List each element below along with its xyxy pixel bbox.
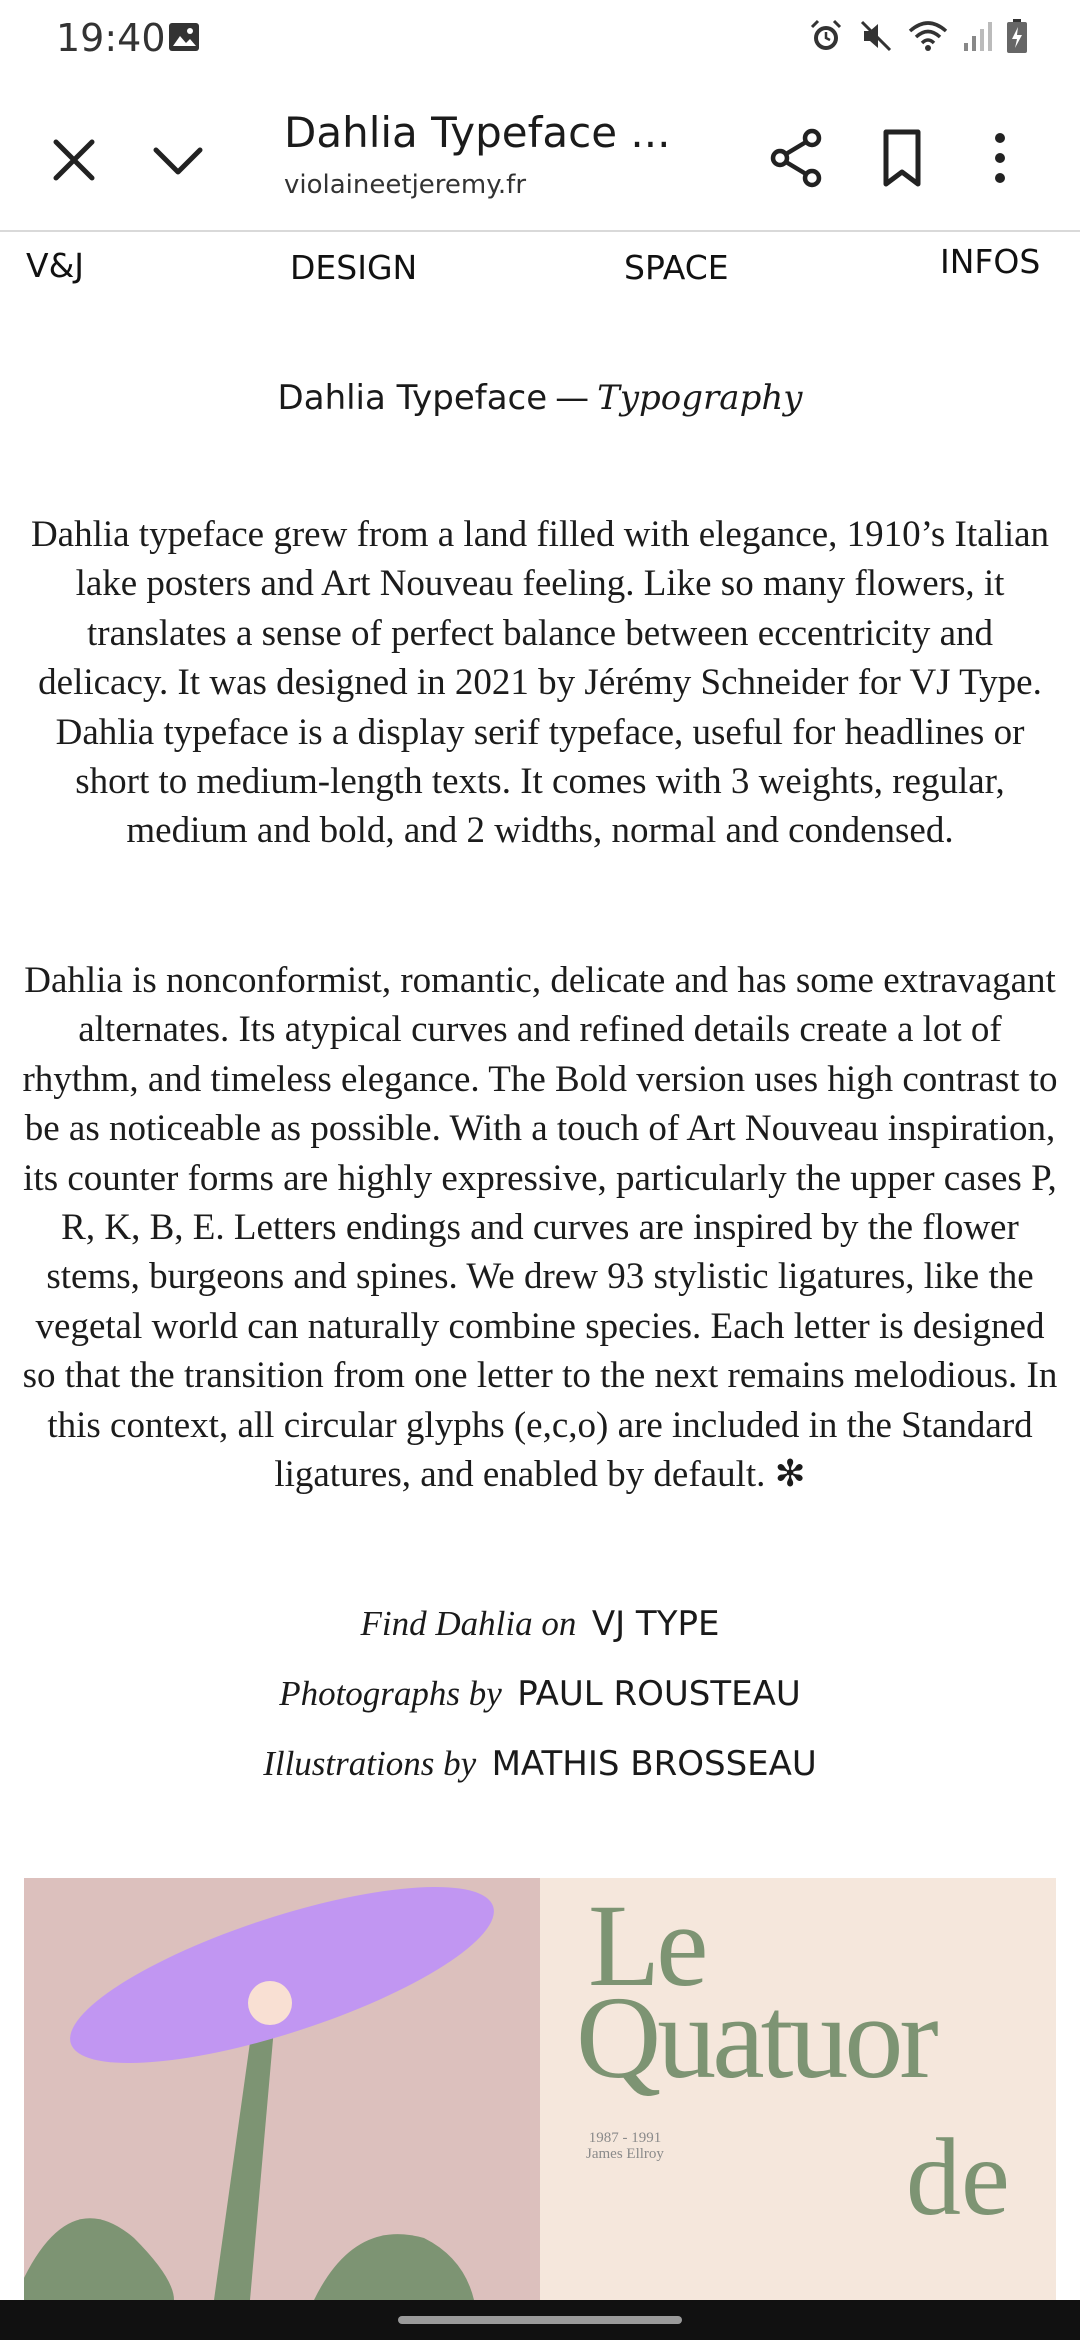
credit-label: Find Dahlia on <box>360 1604 577 1643</box>
article-heading <box>0 378 1080 418</box>
article-paragraph: Dahlia typeface grew from a land filled with elegance, 1910’s Italian lake posters and Art Nouveau feeling. Like so many flowers, it translates a sense of perfect balance between eccentricity and delicacy. It was designed in 2021 by Jérémy Schneider for VJ Type. Dahlia typeface is a display serif typeface, useful for headlines or short to medium-length texts. It comes with 3 weights, regular, medium and bold, and 2 widths, normal and condensed. <box>30 514 1050 852</box>
more-options-icon[interactable] <box>980 126 1020 190</box>
cover-years: 1987 - 1991 <box>588 2130 662 2146</box>
browser-toolbar <box>0 90 1080 230</box>
credit-line <box>0 1604 1080 1644</box>
status-bar <box>0 0 1080 80</box>
photographer-link[interactable]: PAUL ROUSTEAU <box>517 1674 801 1714</box>
alarm-icon <box>808 18 844 59</box>
image-icon <box>168 22 200 57</box>
home-gesture-handle[interactable] <box>398 2316 682 2324</box>
mute-icon <box>858 18 894 59</box>
battery-charging-icon <box>1006 18 1028 59</box>
credit-line <box>0 1744 1080 1784</box>
nav-item-infos[interactable]: INFOS <box>940 242 1041 281</box>
toolbar-divider <box>0 230 1080 232</box>
cover-author: James Ellroy <box>586 2146 664 2162</box>
hero-image <box>24 1878 1056 2300</box>
article-name: Dahlia Typeface <box>277 378 548 418</box>
page-url[interactable]: violaineetjeremy.fr <box>284 170 527 200</box>
nav-item-vj[interactable]: V&J <box>26 246 85 285</box>
status-icons <box>808 18 1028 59</box>
article-paragraph: Dahlia is nonconformist, romantic, delicate and has some extravagant alternates. Its atypical curves and refined details create a lot of rhythm, and timeless elegance. The Bold version uses high contrast to be as noticeable as possible. With a touch of Art Nouveau inspiration, its counter forms are highly expressive, particularly the upper cases P, R, K, B, E. Letters endings and curves are inspired by the flower stems, burgeons and spines. We drew 93 stylistic ligatures, like the vegetal world can naturally combine species. Each letter is designed so that the transition from one letter to the next remains melodious. In this context, all circular glyphs (e,c,o) are included in the Standard ligatures, and enabled by default. ✻ <box>22 960 1058 1496</box>
cover-word: de <box>906 2116 1010 2238</box>
credit-label: Illustrations by <box>263 1744 477 1783</box>
bookmark-icon[interactable] <box>872 126 932 190</box>
site-nav <box>0 242 1080 302</box>
nav-item-space[interactable]: SPACE <box>624 248 729 287</box>
system-nav-bar <box>0 2300 1080 2340</box>
credit-line <box>0 1674 1080 1714</box>
status-time: 19:40 <box>56 16 166 60</box>
signal-icon <box>962 19 992 58</box>
flower-illustration <box>24 1878 540 2300</box>
nav-item-design[interactable]: DESIGN <box>290 248 418 287</box>
wifi-icon <box>908 19 948 58</box>
book-cover <box>540 1878 1056 2300</box>
cover-title-line2: Quatuor <box>576 1972 935 2103</box>
close-icon[interactable] <box>44 130 104 190</box>
cover-meta <box>586 2130 664 2162</box>
credit-label: Photographs by <box>279 1674 502 1713</box>
illustrator-link[interactable]: MATHIS BROSSEAU <box>491 1744 817 1784</box>
page-title[interactable]: Dahlia Typeface ... <box>284 108 671 157</box>
cover-title <box>576 1880 935 2103</box>
vj-type-link[interactable]: VJ TYPE <box>591 1604 720 1644</box>
chevron-down-icon[interactable] <box>148 130 208 190</box>
cover-title-line1: Le <box>588 1880 705 2011</box>
heading-separator: — <box>555 378 590 418</box>
share-icon[interactable] <box>766 126 826 190</box>
article-category[interactable]: Typography <box>597 378 803 418</box>
